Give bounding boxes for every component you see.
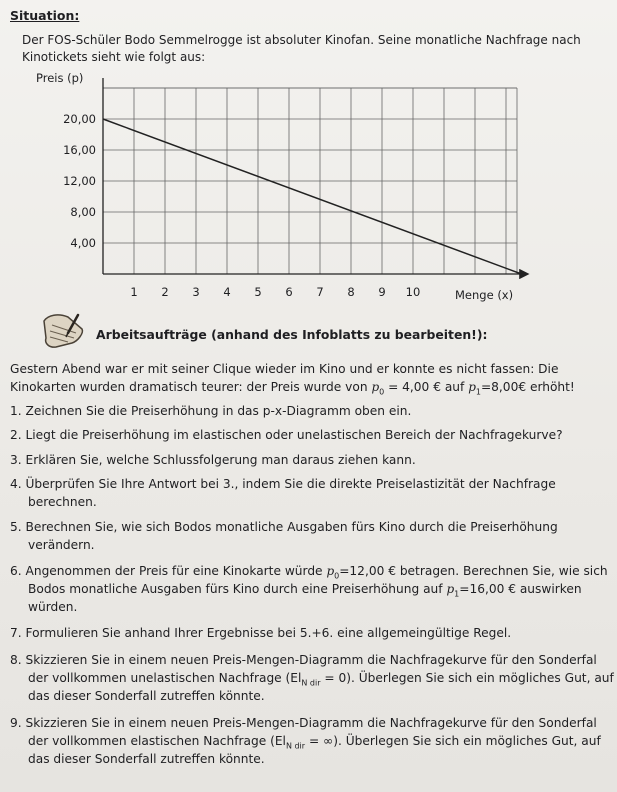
x-tick-label: 9 — [378, 285, 386, 299]
x-tick-label: 7 — [316, 285, 324, 299]
task-6-line-1: 6. Angenommen der Preis für eine Kinokarte würde $p_0=12,00$ € betragen. Berechnen Sie, wie sich — [10, 564, 608, 581]
intro-line-1: Der FOS-Schüler Bodo Semmelrogge ist absoluter Kinofan. Seine monatliche Nachfrage nach — [22, 33, 581, 47]
task-9-line-1: 9. Skizzieren Sie in einem neuen Preis-Mengen-Diagramm die Nachfragekurve für den Sonderfal — [10, 716, 597, 730]
demand-chart — [0, 66, 617, 306]
task-6-line-2: Bodos monatliche Ausgaben fürs Kino durch eine Preiserhöhung auf $p_1=16,00$ € auswirken — [28, 582, 582, 599]
section-heading: Situation: — [10, 8, 80, 23]
y-tick-label: 12,00 — [63, 174, 96, 188]
task-5-line-1: 5. Berechnen Sie, wie sich Bodos monatliche Ausgaben fürs Kino durch die Preiserhöhung — [10, 520, 558, 534]
scenario-line-2: Kinokarten wurden dramatisch teurer: der Preis wurde von $p_0 = 4,00$ € auf $p_1=8,00€$ erhöht! — [10, 380, 575, 397]
task-1: 1. Zeichnen Sie die Preiserhöhung in das p-x-Diagramm oben ein. — [10, 404, 412, 418]
y-tick-label: 8,00 — [70, 205, 96, 219]
task-8-line-1: 8. Skizzieren Sie in einem neuen Preis-Mengen-Diagramm die Nachfragekurve für den Sonderfal — [10, 653, 597, 667]
task-2: 2. Liegt die Preiserhöhung im elastischen oder unelastischen Bereich der Nachfragekurve? — [10, 428, 563, 442]
x-tick-label: 2 — [161, 285, 169, 299]
x-tick-label: 8 — [347, 285, 355, 299]
task-3: 3. Erklären Sie, welche Schlussfolgerung man daraus ziehen kann. — [10, 453, 416, 467]
task-7: 7. Formulieren Sie anhand Ihrer Ergebnisse bei 5.+6. eine allgemeingültige Regel. — [10, 626, 512, 640]
x-tick-label: 6 — [285, 285, 293, 299]
x-tick-label: 5 — [254, 285, 262, 299]
tasks-title: Arbeitsaufträge (anhand des Infoblatts zu bearbeiten!): — [96, 327, 488, 342]
x-tick-label: 3 — [192, 285, 200, 299]
scroll-icon — [38, 311, 88, 351]
x-tick-label: 4 — [223, 285, 231, 299]
demand-curve-line — [103, 119, 522, 274]
task-5-line-2: verändern. — [28, 538, 95, 552]
task-8-line-3: das dieser Sonderfall zutreffen könnte. — [28, 689, 265, 703]
x-tick-label: 1 — [130, 285, 138, 299]
y-tick-label: 20,00 — [63, 112, 96, 126]
intro-line-2: Kinotickets sieht wie folgt aus: — [22, 50, 206, 64]
task-4-line-2: berechnen. — [28, 495, 97, 509]
x-tick-label: 10 — [405, 285, 421, 299]
x-axis-label: Menge (x) — [455, 288, 514, 302]
scenario-line-1: Gestern Abend war er mit seiner Clique wieder im Kino und er konnte es nicht fassen: Die — [10, 362, 559, 376]
task-9-line-3: das dieser Sonderfall zutreffen könnte. — [28, 752, 265, 766]
y-tick-label: 4,00 — [70, 236, 96, 250]
task-6-line-3: würden. — [28, 600, 78, 614]
task-8-line-2: der vollkommen unelastischen Nachfrage $(El_{N dir} = 0)$. Überlegen Sie sich ein mögliches Gut, auf — [28, 671, 614, 688]
task-4-line-1: 4. Überprüfen Sie Ihre Antwort bei 3., indem Sie die direkte Preiselastizität der Nachfrage — [10, 477, 556, 491]
y-axis-label: Preis (p) — [36, 71, 84, 85]
y-tick-label: 16,00 — [63, 143, 96, 157]
task-9-line-2: der vollkommen elastischen Nachfrage ($El_{N dir}$ = ∞). Überlegen Sie sich ein mögliches Gut, auf — [28, 734, 601, 751]
